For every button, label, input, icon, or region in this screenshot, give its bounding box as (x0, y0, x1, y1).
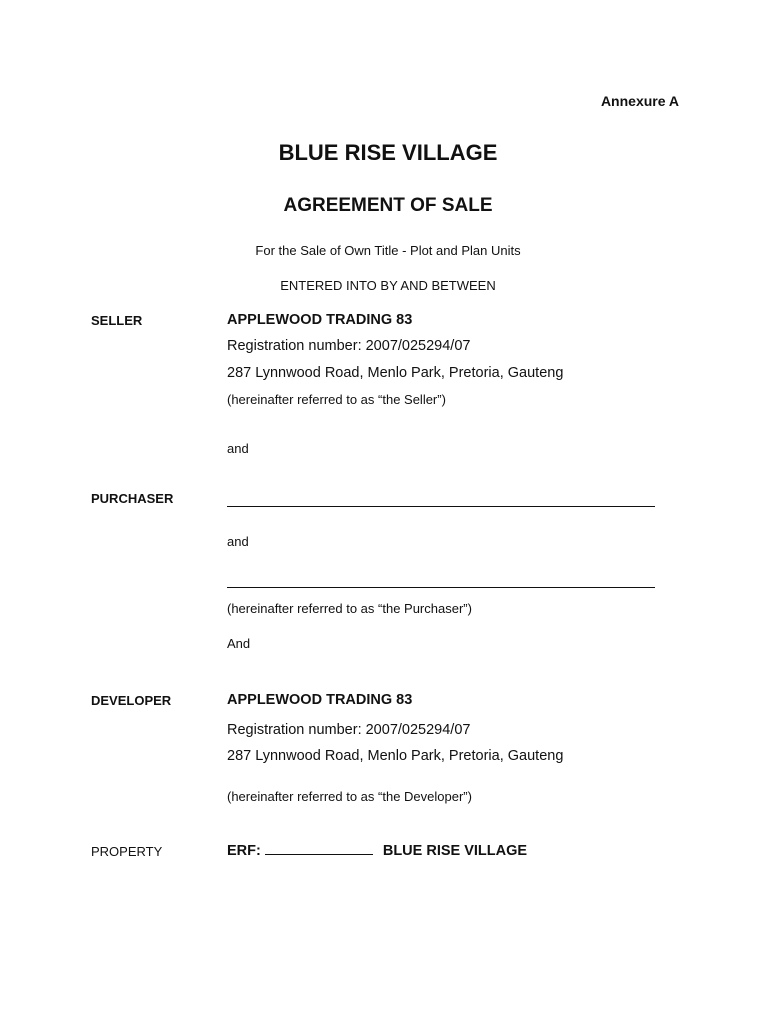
seller-address: 287 Lynnwood Road, Menlo Park, Pretoria, Gauteng (227, 365, 564, 381)
erf-number-line (265, 854, 373, 855)
second-purchaser-name-line (227, 587, 655, 588)
seller-label: SELLER (91, 313, 143, 328)
developer-referred-text: (hereinafter referred to as “the Developer”) (227, 789, 472, 804)
purchaser-and-text: and (227, 534, 249, 549)
seller-registration: Registration number: 2007/025294/07 (227, 338, 471, 354)
developer-label: DEVELOPER (91, 693, 172, 708)
property-erf-row (227, 843, 527, 859)
property-village: BLUE RISE VILLAGE (382, 843, 528, 859)
developer-address: 287 Lynnwood Road, Menlo Park, Pretoria, Gauteng (227, 748, 564, 764)
and-text-2: And (227, 636, 251, 651)
annexure-label: Annexure A (600, 93, 679, 109)
entered-into-text: ENTERED INTO BY AND BETWEEN (280, 278, 496, 293)
erf-label: ERF: (227, 843, 261, 859)
seller-referred-text: (hereinafter referred to as “the Seller”) (227, 392, 446, 407)
developer-registration: Registration number: 2007/025294/07 (227, 722, 471, 738)
purchaser-name-line (227, 506, 655, 507)
document-title: BLUE RISE VILLAGE (278, 140, 498, 165)
and-text: and (227, 441, 249, 456)
developer-name: APPLEWOOD TRADING 83 (227, 692, 413, 708)
sale-type-text: For the Sale of Own Title - Plot and Plan Units (255, 243, 521, 258)
purchaser-label: PURCHASER (91, 491, 174, 506)
document-subtitle: AGREEMENT OF SALE (283, 195, 493, 216)
property-label: PROPERTY (91, 844, 163, 859)
seller-name: APPLEWOOD TRADING 83 (227, 312, 413, 328)
purchaser-referred-text: (hereinafter referred to as “the Purchaser”) (227, 601, 472, 616)
